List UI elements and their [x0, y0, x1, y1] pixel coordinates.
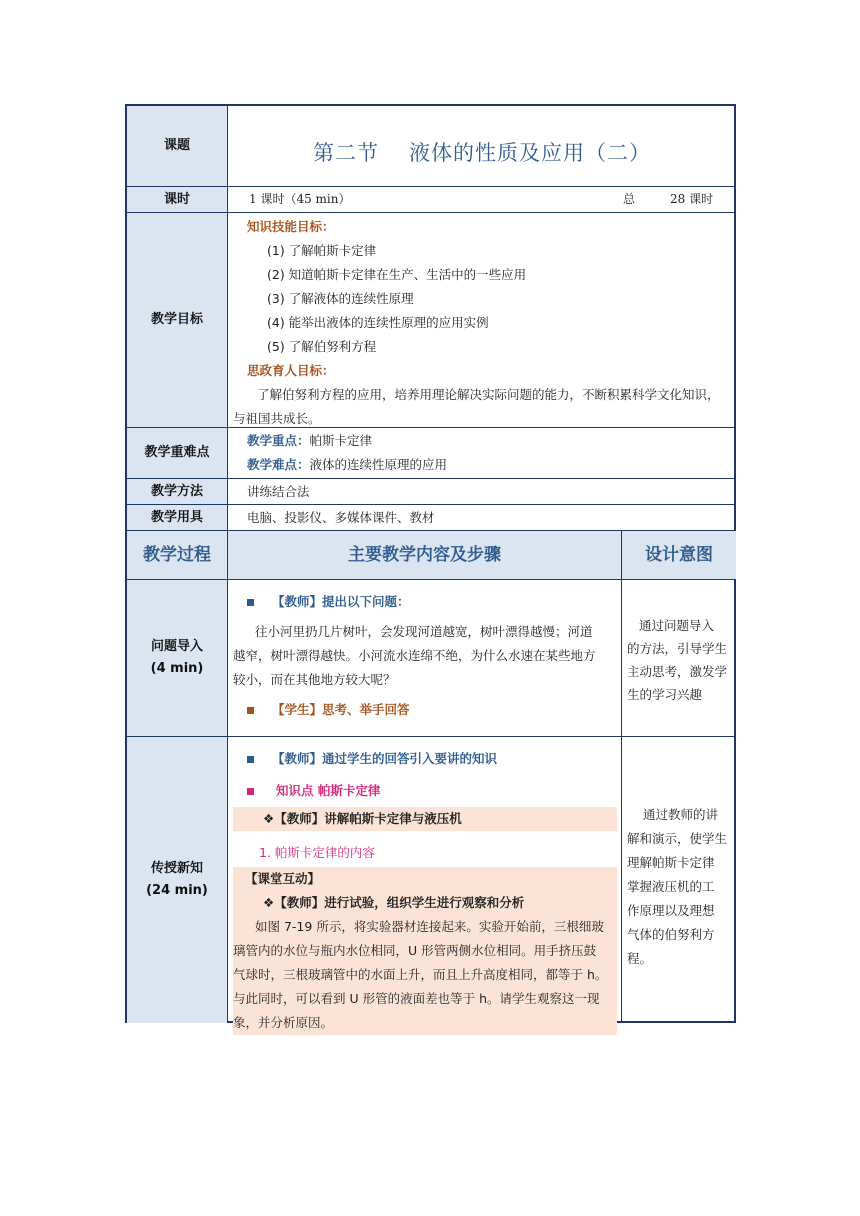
goal-item: (2) 知道帕斯卡定律在生产、生活中的一些应用: [267, 267, 527, 282]
paragraph-line: 气球时，三根玻璃管中的水面上升，而且上升高度相同，都等于 h。: [233, 967, 608, 982]
experiment-heading: ❖【教师】进行试验，组织学生进行观察和分析: [263, 895, 525, 910]
hours-value: 1 课时（45 min）: [249, 192, 351, 206]
row-divider: [127, 736, 734, 737]
keypoints-content: [247, 429, 733, 477]
row-divider: [127, 579, 734, 580]
row-divider: [127, 478, 734, 479]
intent-header: 设计意图: [622, 531, 736, 579]
intro-question-3: 较小，而在其他地方较大呢？: [233, 672, 396, 687]
teaching-intent-line: 气体的伯努利方: [627, 927, 715, 942]
intro-intent-line: 生的学习兴趣: [627, 687, 703, 702]
goals-content: [233, 215, 733, 431]
row-divider: [127, 530, 734, 531]
total-label: 总: [623, 192, 636, 206]
teaching-label-time: (24 min): [146, 883, 208, 898]
moral-goal-text-1: 了解伯努利方程的应用，培养用理论解决实际问题的能力，不断积累科学文化知识，: [257, 387, 720, 402]
knowledge-point-text: 知识点 帕斯卡定律: [276, 783, 381, 798]
square-bullet-icon: [247, 707, 254, 714]
paragraph-line: 象，并分析原因。: [233, 1015, 334, 1030]
goal-item: (3) 了解液体的连续性原理: [267, 291, 414, 306]
teaching-label-name: 传授新知: [150, 861, 203, 876]
teaching-intent-line: 掌握液压机的工: [627, 879, 715, 894]
teaching-intent-line: 通过教师的讲: [643, 807, 719, 822]
shaded-block: [233, 867, 617, 1035]
intro-intent: [627, 614, 731, 706]
column-divider: [227, 106, 228, 1023]
total-value: 28 课时: [670, 192, 714, 206]
column-divider: [621, 530, 622, 1023]
square-bullet-icon: [247, 788, 254, 795]
difficulty-value: 液体的连续性原理的应用: [309, 457, 448, 472]
square-bullet-icon: [247, 756, 254, 763]
goal-item: (1) 了解帕斯卡定律: [267, 243, 377, 258]
intro-question-2: 越窄，树叶漂得越快。小河流水连绵不绝，为什么水速在某些地方: [233, 648, 596, 663]
teaching-label: [127, 737, 227, 1023]
sub-heading: 1. 帕斯卡定律的内容: [259, 845, 375, 860]
intro-teacher-text: 【教师】提出以下问题：: [272, 594, 410, 609]
intro-label-time: (4 min): [150, 661, 204, 676]
intro-intent-line: 主动思考，激发学: [627, 664, 728, 679]
intro-question-1: 往小河里扔几片树叶，会发现河道越宽，树叶漂得越慢；河道: [255, 624, 593, 639]
teaching-teacher-line: [233, 747, 617, 771]
teaching-intent-line: 作原理以及理想: [627, 903, 715, 918]
knowledge-goal-title: 知识技能目标：: [247, 219, 335, 234]
method-label: 教学方法: [127, 479, 227, 504]
moral-goal-title: 思政育人目标：: [247, 363, 335, 378]
intro-student-line: [233, 698, 617, 722]
process-header: 教学过程: [127, 531, 227, 579]
topic-label: 课题: [127, 106, 227, 186]
goals-label: 教学目标: [127, 213, 227, 427]
lesson-plan-table: [125, 104, 736, 1030]
paragraph-line: 如图 7-19 所示，将实验器材连接起来。实验开始前，三根细玻: [255, 919, 604, 934]
teaching-intent-line: 理解帕斯卡定律: [627, 855, 715, 870]
knowledge-point-line: [233, 779, 617, 803]
lesson-title: [228, 106, 736, 186]
hours-label: 课时: [127, 187, 227, 212]
lesson-subject: 液体的性质及应用（二）: [409, 141, 651, 165]
keypoints-label: 教学重难点: [127, 428, 227, 478]
goal-item: (5) 了解伯努利方程: [267, 339, 377, 354]
intro-student-text: 【学生】思考、举手回答: [272, 702, 410, 717]
goal-item: (4) 能举出液体的连续性原理的应用实例: [267, 315, 489, 330]
square-bullet-icon: [247, 599, 254, 606]
lesson-section: 第二节: [313, 141, 379, 165]
intro-label-name: 问题导入: [150, 639, 203, 654]
content-header: 主要教学内容及步骤: [228, 531, 621, 579]
row-divider: [127, 186, 734, 187]
intro-content: [233, 590, 617, 722]
method-value: 讲练结合法: [247, 484, 310, 499]
intro-intent-line: 的方法，引导学生: [627, 641, 728, 656]
intro-teacher-line: [233, 590, 617, 614]
teacher-explain-line: ❖【教师】讲解帕斯卡定律与液压机: [233, 807, 617, 831]
paragraph-line: 璃管内的水位与瓶内水位相同，U 形管两侧水位相同。用手挤压鼓: [233, 943, 597, 958]
tools-label: 教学用具: [127, 505, 227, 530]
key-point-value: 帕斯卡定律: [309, 433, 373, 448]
intro-intent-line: 通过问题导入: [639, 618, 715, 633]
teaching-intent-line: 解和演示，使学生: [627, 831, 728, 846]
paragraph-line: 与此同时，可以看到 U 形管的液面差也等于 h。请学生观察这一现: [233, 991, 600, 1006]
intro-label: [127, 580, 227, 736]
tools-value: 电脑、投影仪、多媒体课件、教材: [247, 510, 435, 525]
row-divider: [127, 212, 734, 213]
interaction-heading: 【课堂互动】: [245, 871, 321, 886]
difficulty-label: 教学难点：: [247, 457, 310, 472]
teaching-content: [233, 747, 617, 1035]
moral-goal-text-2: 与祖国共成长。: [233, 411, 321, 426]
key-point-label: 教学重点：: [247, 433, 310, 448]
teaching-teacher-text: 【教师】通过学生的回答引入要讲的知识: [272, 751, 498, 766]
teaching-intent: [627, 803, 731, 971]
teaching-intent-line: 程。: [627, 951, 653, 966]
